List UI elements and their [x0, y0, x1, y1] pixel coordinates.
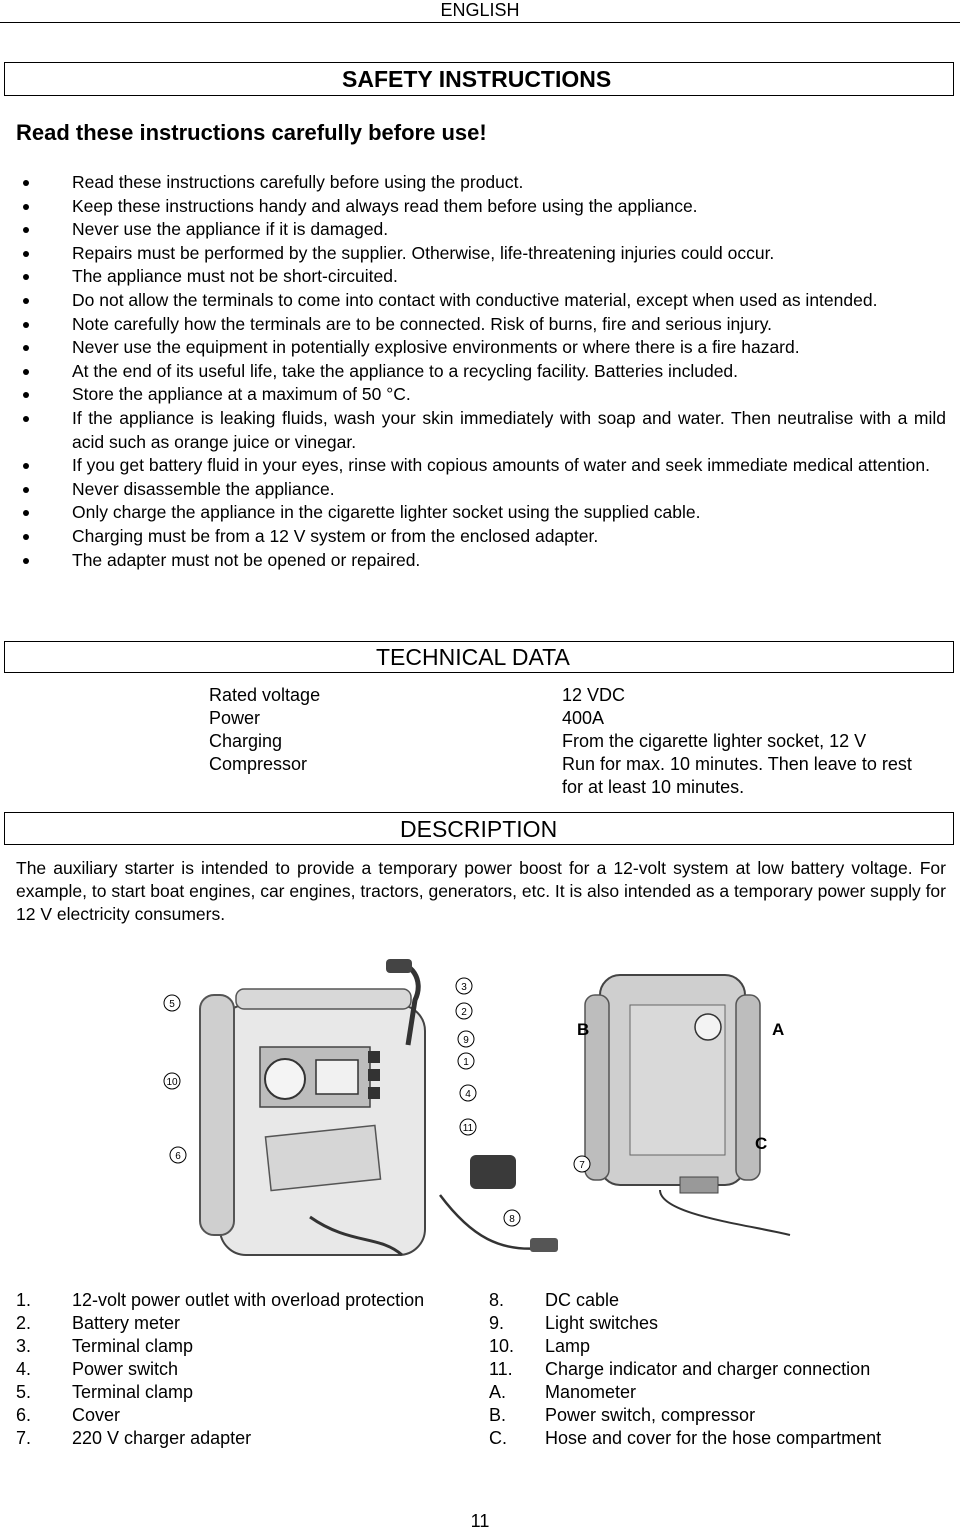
bullet-icon — [23, 251, 29, 257]
bullet-icon — [23, 180, 29, 186]
bullet-text: Keep these instructions handy and always read them before using the appliance. — [72, 195, 698, 216]
technical-title-box — [4, 641, 954, 673]
list-item — [0, 478, 960, 502]
tech-value: 400A — [562, 708, 605, 728]
part-number: 7. — [16, 1428, 32, 1448]
language-header: ENGLISH — [440, 0, 520, 20]
bullet-icon — [23, 298, 29, 304]
part-number: 3. — [16, 1336, 32, 1356]
bullet-icon — [23, 510, 29, 516]
callout-2-icon — [456, 1003, 472, 1019]
part-name: Battery meter — [72, 1313, 181, 1333]
list-item — [0, 501, 960, 525]
callout-label: 6 — [175, 1151, 181, 1162]
warning-heading: Read these instructions carefully before use! — [16, 120, 487, 145]
bullet-icon — [23, 204, 29, 210]
list-item — [0, 171, 960, 195]
list-item — [16, 1427, 476, 1450]
callout-letter-b: B — [577, 1020, 590, 1039]
bullet-text: At the end of its useful life, take the appliance to a recycling facility. Batteries included. — [72, 360, 739, 381]
part-number: 1. — [16, 1290, 32, 1310]
bullet-icon — [23, 274, 29, 280]
bullet-text: Store the appliance at a maximum of 50 °C. — [72, 384, 411, 405]
bullet-text: Only charge the appliance in the cigarette lighter socket using the supplied cable. — [72, 502, 701, 523]
list-item — [0, 218, 960, 242]
part-number: A. — [489, 1382, 507, 1402]
bullet-text: The adapter must not be opened or repaired. — [72, 549, 421, 570]
part-name: Hose and cover for the hose compartment — [545, 1428, 882, 1448]
description-title-box — [4, 812, 954, 845]
product-illustration — [140, 955, 820, 1265]
bullet-icon — [23, 369, 29, 375]
bullet-text: Note carefully how the terminals are to be connected. Risk of burns, fire and serious injury. — [72, 313, 773, 334]
tech-label: Rated voltage — [209, 685, 321, 705]
bullet-icon — [23, 534, 29, 540]
list-item — [0, 289, 960, 313]
part-name: Terminal clamp — [72, 1336, 194, 1356]
list-item — [489, 1335, 939, 1358]
safety-title-box — [4, 62, 954, 96]
tech-value: Run for max. 10 minutes. Then leave to rest for at least 10 minutes. — [562, 754, 912, 797]
list-item — [16, 1358, 476, 1381]
bullet-icon — [23, 558, 29, 564]
callout-9-icon — [458, 1031, 474, 1047]
list-item — [0, 549, 960, 573]
tech-label: Charging — [209, 731, 283, 751]
jump-starter-front-illustration — [200, 959, 558, 1255]
parts-list-left — [16, 1289, 476, 1450]
bullet-text: Never use the equipment in potentially explosive environments or where there is a fire hazard. — [72, 337, 800, 358]
bullet-text: Do not allow the terminals to come into contact with conductive material, except when used as intended. — [72, 289, 878, 310]
description-text: The auxiliary starter is intended to provide a temporary power boost for a 12-volt system at low battery voltage. For example, to start boat engines, car engines, tractors, generators, etc. It is also intended as a temporary power supply for 12 V electricity consumers. — [16, 858, 946, 924]
bullet-text: If you get battery fluid in your eyes, rinse with copious amounts of water and seek immediate medical attention. — [72, 455, 930, 476]
part-name: 12-volt power outlet with overload protection — [72, 1290, 425, 1310]
tech-label: Power — [209, 708, 261, 728]
part-name: Manometer — [545, 1382, 637, 1402]
callout-label: 7 — [579, 1160, 585, 1171]
callout-6-icon — [170, 1147, 186, 1163]
part-number: 10. — [489, 1336, 515, 1356]
part-number: B. — [489, 1405, 507, 1425]
part-name: Power switch — [72, 1359, 179, 1379]
tech-value: 12 VDC — [562, 685, 626, 705]
list-item — [0, 242, 960, 266]
bullet-text: Never use the appliance if it is damaged. — [72, 219, 389, 240]
list-item — [0, 265, 960, 289]
parts-list-right — [489, 1289, 939, 1450]
list-item — [0, 195, 960, 219]
callout-5-icon — [164, 995, 180, 1011]
callout-label: 10 — [166, 1077, 178, 1088]
bullet-text: Repairs must be performed by the supplier. Otherwise, life-threatening injuries could occur. — [72, 242, 775, 263]
list-item — [0, 336, 960, 360]
callout-3-icon — [456, 978, 472, 994]
callout-11-icon — [460, 1119, 476, 1135]
tech-label: Compressor — [209, 754, 308, 774]
callout-label: 5 — [169, 999, 175, 1010]
callout-10-icon — [164, 1073, 180, 1089]
part-name: Terminal clamp — [72, 1382, 194, 1402]
list-item — [16, 1404, 476, 1427]
tech-value: From the cigarette lighter socket, 12 V — [562, 731, 867, 751]
bullet-text: If the appliance is leaking fluids, wash your skin immediately with soap and water. Then neutralise with a mild acid such as orange juice or vinegar. — [72, 407, 946, 452]
page-number: 11 — [470, 1511, 490, 1531]
bullet-icon — [23, 322, 29, 328]
callout-letter-a: A — [772, 1020, 785, 1039]
bullet-text: Never disassemble the appliance. — [72, 478, 335, 499]
safety-bullet-list — [0, 171, 960, 572]
part-number: C. — [489, 1428, 507, 1448]
list-item — [489, 1427, 939, 1450]
bullet-icon — [23, 345, 29, 351]
list-item — [489, 1381, 939, 1404]
list-item — [489, 1289, 939, 1312]
part-number: 4. — [16, 1359, 32, 1379]
part-name: Charge indicator and charger connection — [545, 1359, 871, 1379]
list-item — [0, 407, 960, 454]
bullet-icon — [23, 463, 29, 469]
part-name: Power switch, compressor — [545, 1405, 756, 1425]
part-number: 11. — [489, 1359, 513, 1379]
list-item — [0, 454, 960, 478]
callout-label: 8 — [509, 1214, 515, 1225]
list-item — [0, 383, 960, 407]
callout-4-icon — [460, 1085, 476, 1101]
part-number: 6. — [16, 1405, 32, 1425]
list-item — [489, 1404, 939, 1427]
bullet-text: Charging must be from a 12 V system or from the enclosed adapter. — [72, 525, 599, 546]
callout-label: 4 — [465, 1089, 471, 1100]
callout-label: 2 — [461, 1007, 467, 1018]
list-item — [489, 1312, 939, 1335]
list-item — [16, 1335, 476, 1358]
part-name: Light switches — [545, 1313, 659, 1333]
jump-starter-back-illustration — [585, 975, 790, 1235]
list-item — [16, 1312, 476, 1335]
part-name: Cover — [72, 1405, 121, 1425]
callout-label: 9 — [463, 1035, 469, 1046]
list-item — [16, 1381, 476, 1404]
part-name: DC cable — [545, 1290, 620, 1310]
safety-title: SAFETY INSTRUCTIONS — [342, 66, 612, 92]
callout-label: 3 — [461, 982, 467, 993]
bullet-text: The appliance must not be short-circuited. — [72, 266, 398, 287]
callout-label: 1 — [463, 1057, 469, 1068]
list-item — [489, 1358, 939, 1381]
header-rule — [0, 22, 960, 23]
callout-letter-c: C — [755, 1134, 768, 1153]
callout-7-icon — [574, 1156, 590, 1172]
list-item — [0, 525, 960, 549]
callout-1-icon — [458, 1053, 474, 1069]
callout-label: 11 — [462, 1123, 474, 1134]
technical-title: TECHNICAL DATA — [376, 644, 570, 670]
list-item — [16, 1289, 476, 1312]
part-name: Lamp — [545, 1336, 591, 1356]
description-title: DESCRIPTION — [400, 816, 558, 842]
bullet-icon — [23, 392, 29, 398]
part-number: 5. — [16, 1382, 32, 1402]
bullet-icon — [23, 487, 29, 493]
part-number: 8. — [489, 1290, 505, 1310]
list-item — [0, 360, 960, 384]
part-number: 2. — [16, 1313, 32, 1333]
callout-8-icon — [504, 1210, 520, 1226]
list-item — [0, 313, 960, 337]
part-number: 9. — [489, 1313, 505, 1333]
bullet-text: Read these instructions carefully before using the product. — [72, 172, 524, 192]
part-name: 220 V charger adapter — [72, 1428, 252, 1448]
bullet-icon — [23, 416, 29, 422]
bullet-icon — [23, 227, 29, 233]
